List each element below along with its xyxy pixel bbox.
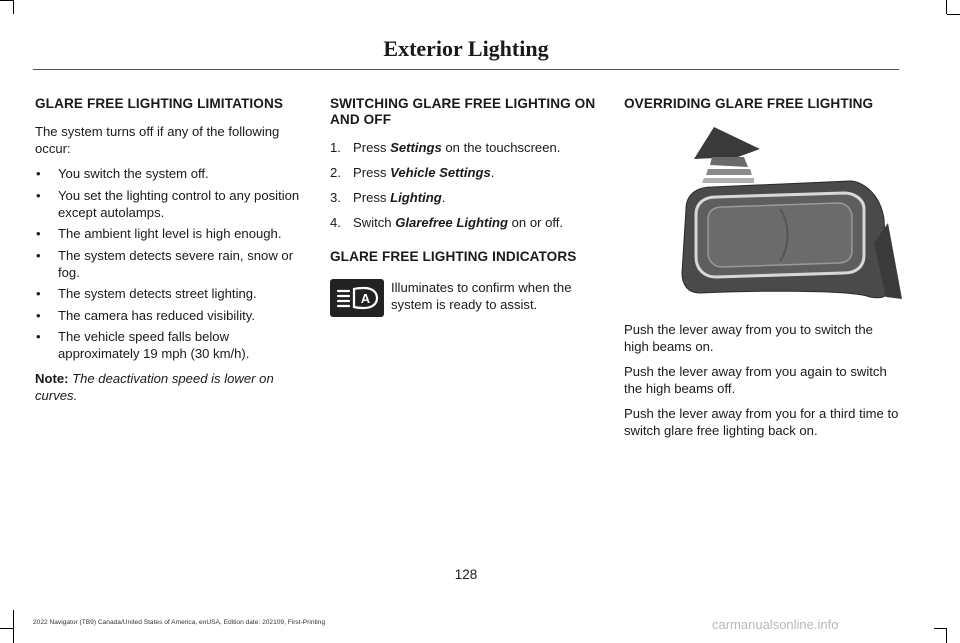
bullet: • [36, 226, 41, 241]
limitations-section [35, 96, 307, 412]
glare-free-headlamp-indicator-icon [330, 279, 384, 317]
list-item [35, 247, 307, 281]
list-item-text: The system detects severe rain, snow or fog. [58, 247, 294, 280]
indicators-heading: GLARE FREE LIGHTING INDICATORS [330, 249, 577, 264]
step-menu-name: Lighting [390, 190, 442, 205]
note-label: Note: [35, 371, 69, 386]
bullet: • [36, 247, 41, 263]
step-item [330, 164, 598, 181]
indicator-description: Illuminates to confirm when the system is ready to assist. [391, 280, 572, 312]
indicator-row [330, 279, 598, 323]
watermark: carmanualsonline.info [712, 617, 839, 632]
list-item [35, 307, 307, 324]
switching-section [330, 96, 598, 323]
list-item [35, 165, 307, 182]
override-paragraph: Push the lever away from you again to switch the high beams off. [624, 364, 887, 396]
step-pre: Press [353, 140, 391, 155]
crop-mark [934, 628, 947, 629]
crop-mark [946, 0, 947, 14]
crop-mark [0, 628, 13, 629]
bullet: • [36, 166, 41, 181]
list-item-text: You set the lighting control to any position except autolamps. [58, 187, 300, 220]
step-menu-name: Glarefree Lighting [395, 215, 508, 230]
list-item [35, 285, 307, 302]
switching-steps [330, 139, 598, 231]
overriding-heading: OVERRIDING GLARE FREE LIGHTING [624, 96, 874, 111]
list-item [35, 328, 307, 362]
step-item [330, 189, 598, 206]
crop-mark [946, 628, 947, 643]
step-menu-name: Vehicle Settings [390, 165, 491, 180]
step-number: 3. [330, 190, 341, 205]
page-number: 128 [454, 567, 478, 582]
crop-mark [13, 610, 14, 643]
limitations-heading: GLARE FREE LIGHTING LIMITATIONS [35, 96, 284, 111]
step-post: on the touchscreen. [441, 140, 561, 155]
step-post: . [441, 190, 446, 205]
page-title: Exterior Lighting [383, 36, 549, 61]
limitations-intro: The system turns off if any of the following occur: [35, 124, 280, 156]
bullet: • [36, 329, 41, 344]
limitations-list [35, 165, 307, 362]
step-pre: Press [353, 165, 391, 180]
bullet: • [36, 187, 41, 203]
note-text: The deactivation speed is lower on curves. [35, 371, 274, 403]
override-paragraph: Push the lever away from you for a third time to switch glare free lighting back on. [624, 406, 899, 438]
list-item [35, 225, 307, 242]
crop-mark [13, 0, 14, 14]
list-item-text: The system detects street lighting. [58, 286, 257, 301]
header-rule [33, 69, 899, 70]
bullet: • [36, 286, 41, 301]
list-item-text: The ambient light level is high enough. [58, 226, 282, 241]
step-menu-name: Settings [390, 140, 442, 155]
override-paragraph: Push the lever away from you to switch the high beams on. [624, 322, 873, 354]
bullet: • [36, 307, 41, 323]
step-pre: Press [353, 190, 391, 205]
step-number: 1. [330, 140, 341, 155]
step-post: . [490, 165, 495, 180]
step-item [330, 214, 598, 231]
overriding-section [624, 96, 900, 447]
list-item-text: The vehicle speed falls below approximately 19 mph (30 km/h). [58, 329, 250, 361]
lighting-lever-illustration [650, 123, 906, 299]
svg-text:A: A [360, 291, 371, 306]
list-item-text: You switch the system off. [58, 166, 209, 181]
step-number: 2. [330, 165, 341, 180]
step-pre: Switch [353, 215, 396, 230]
step-item [330, 139, 598, 156]
push-direction-arrow-icon [694, 127, 760, 183]
list-item-text: The camera has reduced visibility. [58, 307, 255, 323]
list-item [35, 187, 307, 221]
footer-edition-info: 2022 Navigator (TB9) Canada/United States of America, enUSA, Edition date: 202109, First-Printing [33, 619, 326, 626]
switching-heading: SWITCHING GLARE FREE LIGHTING ON AND OFF [330, 96, 596, 127]
step-post: on or off. [507, 215, 564, 230]
crop-mark [947, 14, 960, 15]
step-number: 4. [330, 215, 341, 230]
crop-mark [0, 0, 13, 1]
note [35, 370, 307, 404]
